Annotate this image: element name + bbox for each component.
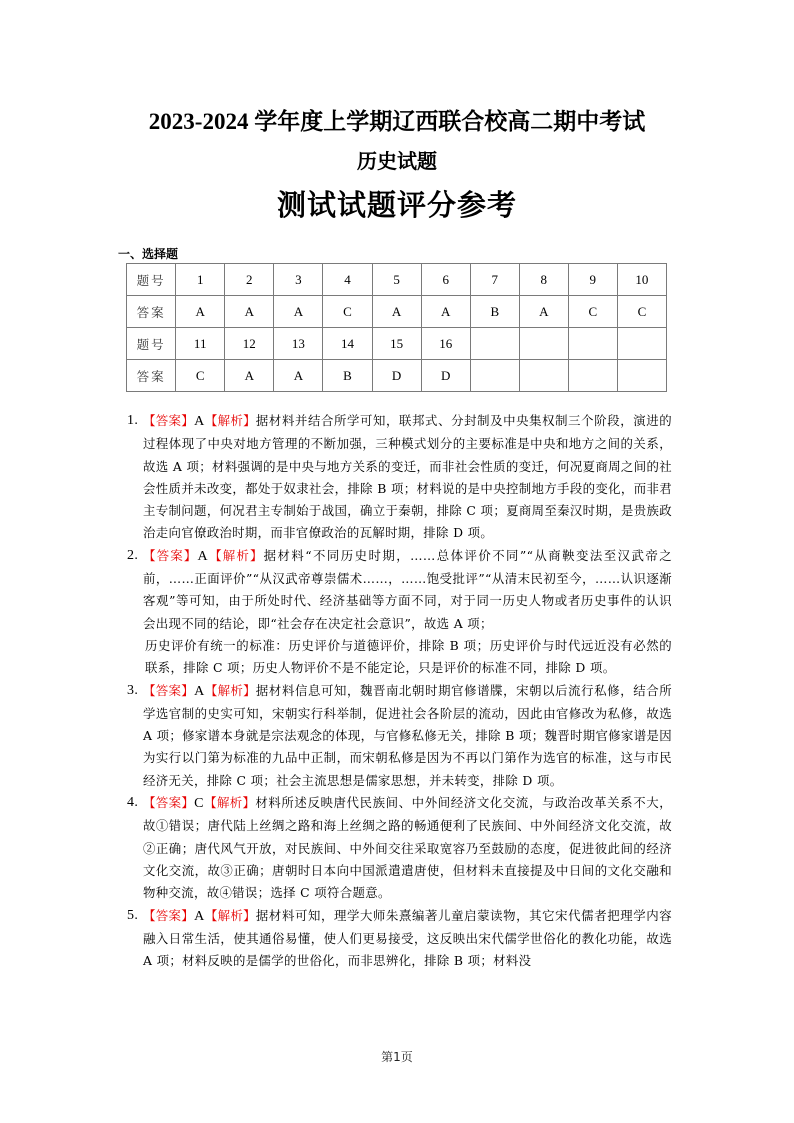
document-subtitle: 测试试题评分参考 <box>276 188 517 222</box>
explanation-list <box>127 410 672 972</box>
question-number-cell: 2 <box>225 264 274 296</box>
answer-cell: C <box>323 296 372 328</box>
question-number-cell: 11 <box>176 328 225 360</box>
row-label: 题号 <box>127 328 176 360</box>
document-title: 2023-2024 学年度上学期辽西联合校高二期中考试 <box>148 109 646 134</box>
question-number-cell: 9 <box>568 264 617 296</box>
answer-cell <box>470 360 519 392</box>
answer-cell: C <box>617 296 666 328</box>
answer-cell <box>568 360 617 392</box>
answer-cell: B <box>323 360 372 392</box>
item-number: 5. <box>127 907 139 923</box>
answer-letter: A <box>194 683 205 699</box>
answer-cell <box>519 360 568 392</box>
analysis-tag: 【解析】 <box>204 907 256 923</box>
explanation-item <box>127 905 672 973</box>
analysis-extra-text: 历史评价有统一的标准：历史评价与道德评价，排除 B 项；历史评价与时代远近没有必然的联系，排除 C 项；历史人物评价不是不能定论，只是评价的标准不同，排除 D 项。 <box>145 637 672 676</box>
item-number: 4. <box>127 795 139 811</box>
answer-cell: D <box>372 360 421 392</box>
answer-cell <box>617 360 666 392</box>
answer-letter: A <box>194 414 205 429</box>
analysis-text: 材料所述反映唐代民族间、中外间经济文化交流，与政治改革关系不大，故①错误；唐代陆上丝绸之路和海上丝绸之路的畅通便利了民族间、中外间经济文化交流，故②正确；唐代风气开放，对民族间、中外间交往采取宽容乃至鼓励的态度，促进彼此间的经济文化交流，故③正确；唐朝时日本向中国派遣遣唐使，但材料未直接提及中日间的文化交融和物种交流，故④错误；选择 C 项符合题意。 <box>143 795 672 901</box>
item-number: 3. <box>127 682 139 698</box>
table-row <box>127 264 667 296</box>
analysis-tag: 【解析】 <box>204 413 256 428</box>
question-number-cell <box>617 328 666 360</box>
question-number-cell: 6 <box>421 264 470 296</box>
question-number-cell: 8 <box>519 264 568 296</box>
answer-cell: C <box>568 296 617 328</box>
answer-cell: A <box>372 296 421 328</box>
answer-cell: A <box>225 296 274 328</box>
question-number-cell <box>470 328 519 360</box>
question-number-cell: 5 <box>372 264 421 296</box>
page-number: 第1页 <box>381 1050 413 1064</box>
table-row <box>127 328 667 360</box>
answer-letter: C <box>194 796 204 812</box>
table-row <box>127 360 667 392</box>
answer-letter: A <box>194 908 205 924</box>
row-label: 答案 <box>127 296 176 328</box>
answer-tag: 【答案】 <box>143 907 195 923</box>
answer-tag: 【答案】 <box>143 682 195 698</box>
question-number-cell: 16 <box>421 328 470 360</box>
answer-cell: C <box>176 360 225 392</box>
question-number-cell: 15 <box>372 328 421 360</box>
analysis-tag: 【解析】 <box>207 547 264 563</box>
row-label: 答案 <box>127 360 176 392</box>
question-number-cell: 4 <box>323 264 372 296</box>
answer-cell: D <box>421 360 470 392</box>
subject-title: 历史试题 <box>357 149 437 173</box>
analysis-text: 据材料可知，理学大师朱熹编著儿童启蒙读物，其它宋代儒者把理学内容融入日常生活，使其通俗易懂，使人们更易接受，这反映出宋代儒学世俗化的教化功能，故选 A 项；材料反映的是儒学的世俗化，而非思辨化，排除 B 项；材料没 <box>143 907 672 969</box>
question-number-cell: 1 <box>176 264 225 296</box>
item-number: 1. <box>127 413 139 428</box>
answer-cell: A <box>225 360 274 392</box>
question-number-cell: 10 <box>617 264 666 296</box>
table-row <box>127 296 667 328</box>
row-label: 题号 <box>127 264 176 296</box>
answer-cell: A <box>421 296 470 328</box>
analysis-tag: 【解析】 <box>203 795 256 811</box>
answer-cell: B <box>470 296 519 328</box>
explanation-item <box>127 792 672 904</box>
answer-cell: A <box>274 296 323 328</box>
question-number-cell: 14 <box>323 328 372 360</box>
question-number-cell: 3 <box>274 264 323 296</box>
answer-cell: A <box>274 360 323 392</box>
answer-cell: A <box>176 296 225 328</box>
answer-tag: 【答案】 <box>143 413 195 428</box>
explanation-item <box>127 410 672 545</box>
explanation-item <box>127 680 672 792</box>
answer-cell: A <box>519 296 568 328</box>
explanation-item <box>127 545 672 680</box>
answer-letter: A <box>197 548 208 564</box>
answer-tag: 【答案】 <box>143 547 198 563</box>
question-number-cell <box>519 328 568 360</box>
analysis-text: 据材料并结合所学可知，联邦式、分封制及中央集权制三个阶段，演进的过程体现了中央对地方管理的不断加强，三种模式划分的主要标准是中央和地方之间的关系，故选 A 项；材料强调的是中央与地方关系的变迁，而非社会性质的变迁，何况夏商周之间的社会性质并未改变，都处于奴隶社会，排除 B 项；材料说的是中央控制地方手段的变化，而非君主专制问题，何况君主专制始于战国，确立于秦朝，排除 C 项；夏商周至秦汉时期，是贵族政治走向官僚政治时期，而非官僚政治的瓦解时期，排除 D 项。 <box>143 413 672 541</box>
item-number: 2. <box>127 547 139 563</box>
question-number-cell: 7 <box>470 264 519 296</box>
analysis-tag: 【解析】 <box>204 682 256 698</box>
section-heading: 一、选择题 <box>118 247 179 261</box>
analysis-text: 据材料信息可知，魏晋南北朝时期官修谱牒，宋朝以后流行私修，结合所学选官制的史实可知，宋朝实行科举制，促进社会各阶层的流动，因此由官修改为私修，故选 A 项；修家谱本身就是宗法观念的体现，与官修私修无关，排除 B 项；魏晋时期官修家谱是因为实行以门第为标准的九品中正制，而宋朝私修是因为不再以门第作为选官的标准，这与市民经济无关，排除 C 项；社会主流思想是儒家思想，并未转变，排除 D 项。 <box>143 682 672 788</box>
question-number-cell <box>568 328 617 360</box>
question-number-cell: 13 <box>274 328 323 360</box>
analysis-text: 据材料“不同历史时期，……总体评价不同”“从商鞅变法至汉武帝之前，……正面评价”“从汉武帝尊崇儒术……，……饱受批评”“从清末民初至今，……认识逐渐客观”等可知，由于所处时代、经济基础等方面不同，对于同一历史人物或者历史事件的认识会出现不同的结论，即“社会存在决定社会意识”，故选 A 项； <box>143 547 672 631</box>
question-number-cell: 12 <box>225 328 274 360</box>
answer-tag: 【答案】 <box>143 795 195 811</box>
answer-table <box>126 263 667 392</box>
